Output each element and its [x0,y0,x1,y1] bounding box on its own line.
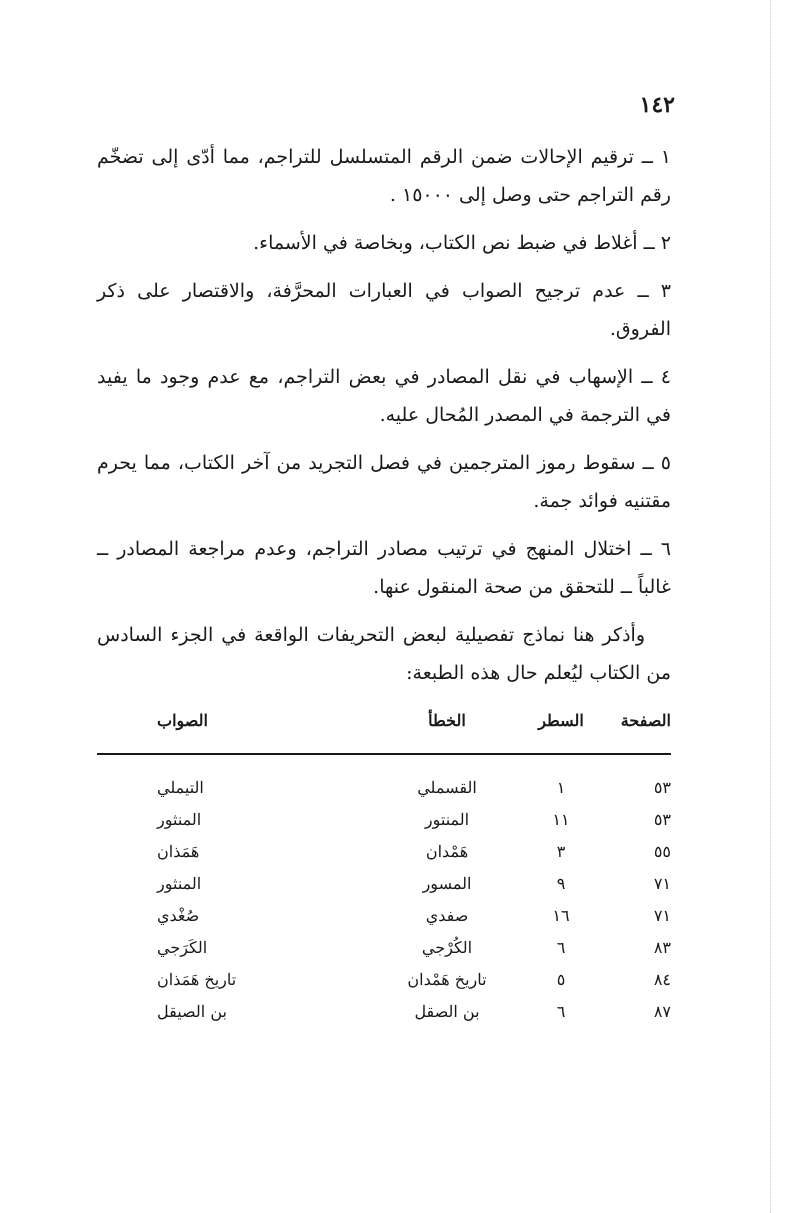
header-correct: الصواب [157,710,208,730]
table-row [97,835,671,867]
scan-gutter-line [770,0,771,1213]
list-item-5: ٥ ــ سقوط رموز المترجمين في فصل التجريد من آخر الكتاب، مما يحرم مقتنيه فوائد جمة. [97,452,671,512]
cell-correct: بن الصيقل [157,1001,227,1021]
cell-line: ١ [556,777,566,797]
intro-paragraph: وأذكر هنا نماذج تفصيلية لبعض التحريفات الواقعة في الجزء السادس من الكتاب ليُعلم حال هذه الطبعة: [97,624,671,684]
page-body [97,138,671,702]
list-item-1: ١ ــ ترقيم الإحالات ضمن الرقم المتسلسل للتراجم، مما أدّى إلى تضخّم رقم التراجم حتى وصل إلى ١٥٠٠٠ . [97,146,671,206]
cell-page: ٨٧ [653,1001,671,1021]
cell-correct: المنثور [157,873,202,893]
table-row [97,803,671,835]
cell-page: ٨٤ [653,969,671,989]
cell-line: ٥ [556,969,566,989]
cell-page: ٨٣ [653,937,671,957]
table-row [97,867,671,899]
header-wrong: الخطأ [428,710,466,730]
header-page: الصفحة [620,710,671,730]
cell-wrong: تاريخ هَمْدان [407,969,487,989]
cell-wrong: بن الصقل [414,1001,480,1021]
cell-wrong: صفدي [425,905,469,925]
list-item-4: ٤ ــ الإسهاب في نقل المصادر في بعض التراجم، مع عدم وجود ما يفيد في الترجمة في المصدر المُحال عليه. [97,366,671,426]
table-row [97,931,671,963]
table-header [97,700,671,740]
cell-correct: الكَرَجي [157,937,208,957]
cell-correct: التيملي [157,777,204,797]
header-line: السطر [538,710,584,730]
cell-page: ٥٣ [653,777,671,797]
list-item-6: ٦ ــ اختلال المنهج في ترتيب مصادر التراجم، وعدم مراجعة المصادر ــ غالباً ــ للتحقق من صحة المنقول عنها. [97,538,671,598]
header-rule [97,753,671,755]
corrections-table [97,700,671,1027]
cell-wrong: هَمْدان [425,841,469,861]
table-row [97,899,671,931]
cell-correct: هَمَذان [157,841,200,861]
page-number: ١٤٢ [639,92,675,118]
cell-correct: تاريخ هَمَذان [157,969,237,989]
cell-correct: صُغْدي [157,905,200,925]
table-row [97,995,671,1027]
cell-wrong: الكُرْجي [421,937,473,957]
cell-page: ٥٥ [653,841,671,861]
cell-line: ١١ [552,809,570,829]
cell-line: ٩ [556,873,566,893]
list-item-3: ٣ ــ عدم ترجيح الصواب في العبارات المحرَّفة، والاقتصار على ذكر الفروق. [97,280,671,340]
cell-line: ٣ [556,841,566,861]
cell-wrong: المنتور [424,809,470,829]
cell-page: ٧١ [653,873,671,893]
cell-page: ٥٣ [653,809,671,829]
table-row [97,771,671,803]
table-row [97,963,671,995]
cell-line: ٦ [556,1001,566,1021]
cell-wrong: المسور [422,873,472,893]
cell-page: ٧١ [653,905,671,925]
cell-line: ١٦ [552,905,570,925]
cell-line: ٦ [556,937,566,957]
cell-correct: المنثور [157,809,202,829]
list-item-2: ٢ ــ أغلاط في ضبط نص الكتاب، وبخاصة في الأسماء. [253,232,671,254]
cell-wrong: القسملي [417,777,477,797]
